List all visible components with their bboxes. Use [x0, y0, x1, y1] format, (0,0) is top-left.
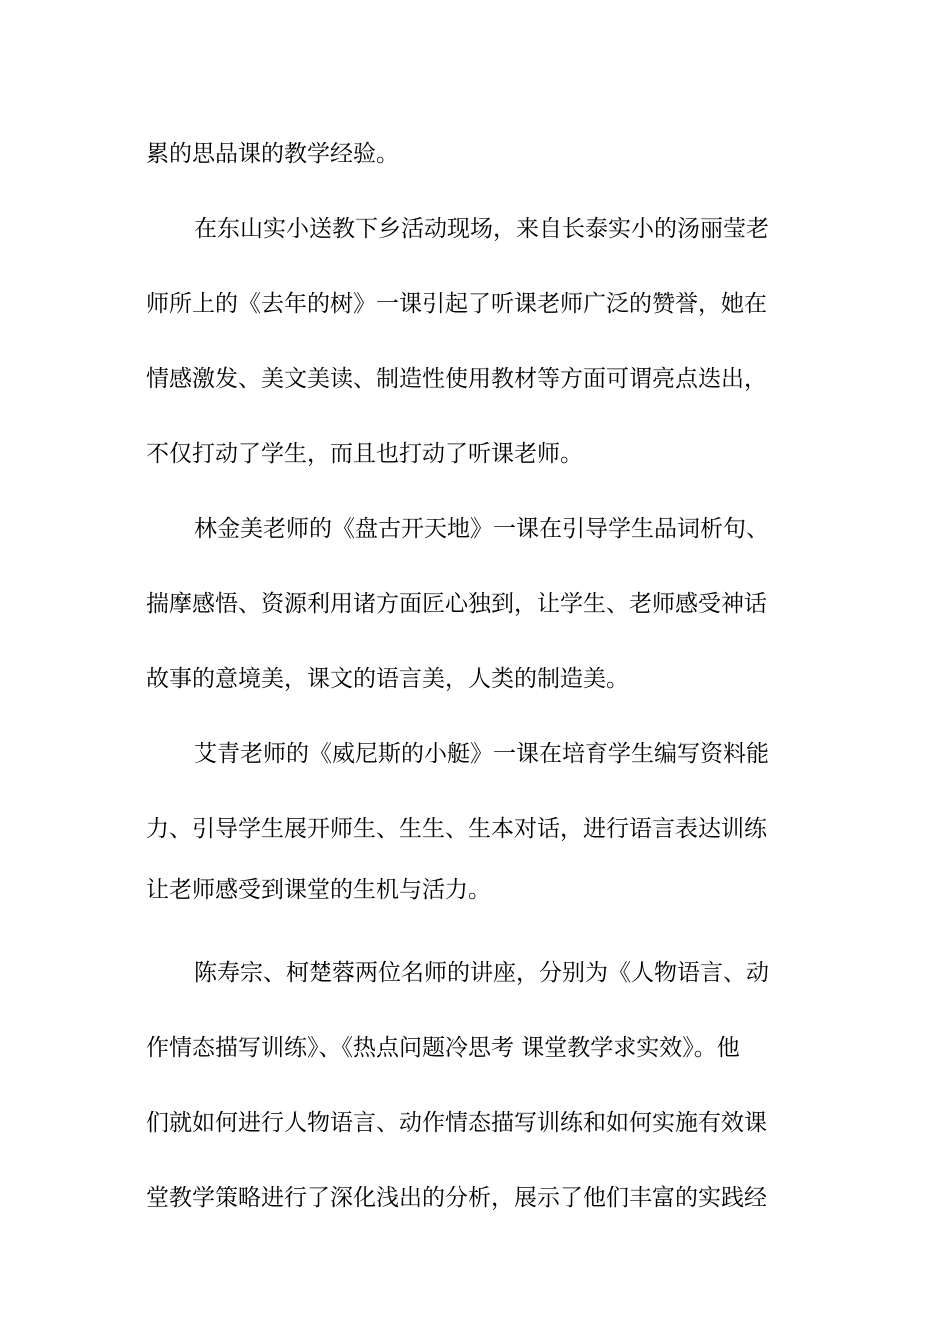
paragraph-start-line: 陈寿宗、柯楚蓉两位名师的讲座，分别为《人物语言、动 — [194, 960, 769, 986]
paragraph-start-line: 艾青老师的《威尼斯的小艇》一课在培育学生编写资料能 — [194, 741, 769, 767]
text-line: 揣摩感悟、资源利用诸方面匠心独到，让学生、老师感受神话 — [146, 591, 767, 617]
paragraph-start-line: 林金美老师的《盘古开天地》一课在引导学生品词析句、 — [194, 516, 769, 542]
text-line: 堂教学策略进行了深化浅出的分析，展示了他们丰富的实践经 — [146, 1185, 767, 1211]
paragraph-start-line: 在东山实小送教下乡活动现场，来自长泰实小的汤丽莹老 — [194, 216, 769, 242]
text-line: 累的思品课的教学经验。 — [146, 141, 399, 167]
text-line: 故事的意境美，课文的语言美，人类的制造美。 — [146, 666, 629, 692]
text-line: 让老师感受到课堂的生机与活力。 — [146, 877, 491, 903]
text-line: 力、引导学生展开师生、生生、生本对话，进行语言表达训练 — [146, 816, 767, 842]
text-line: 情感激发、美文美读、制造性使用教材等方面可谓亮点迭出， — [146, 366, 767, 392]
text-line: 作情态描写训练》、《热点问题冷思考 课堂教学求实效》。他 — [146, 1035, 740, 1061]
text-line: 师所上的《去年的树》一课引起了听课老师广泛的赞誉，她在 — [146, 291, 767, 317]
text-line: 们就如何进行人物语言、动作情态描写训练和如何实施有效课 — [146, 1110, 767, 1136]
text-line: 不仅打动了学生，而且也打动了听课老师。 — [146, 441, 583, 467]
